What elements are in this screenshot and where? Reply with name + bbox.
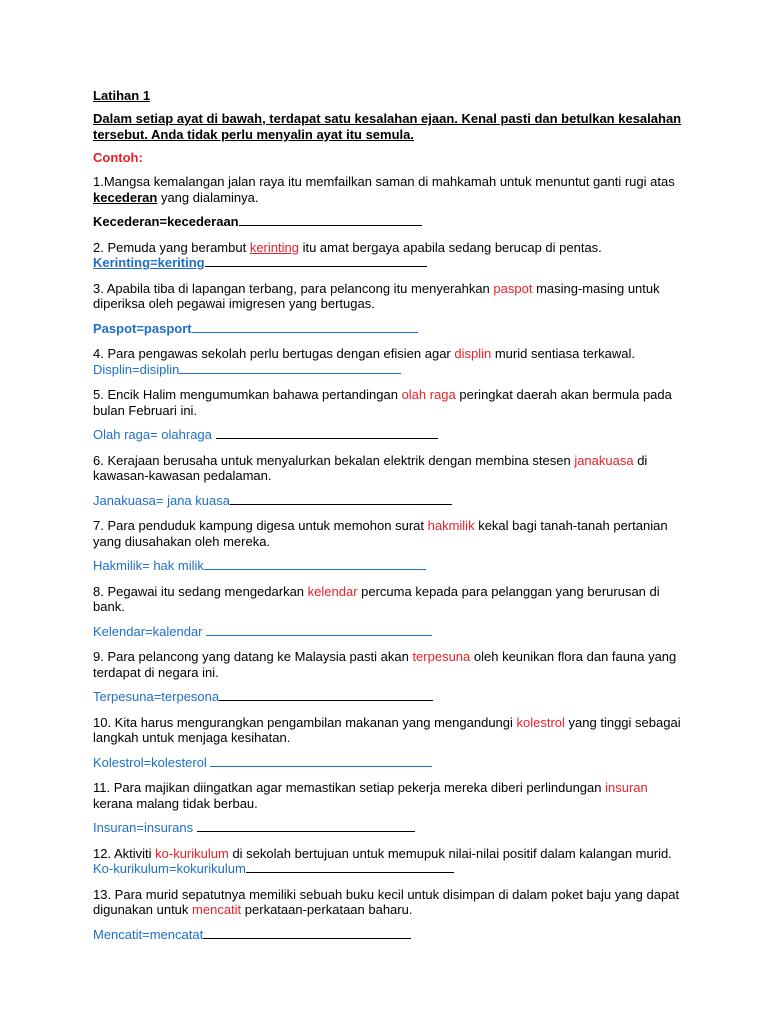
worksheet-title: Latihan 1 <box>93 88 151 103</box>
question-2: 2. Pemuda yang berambut kerinting itu amat bergaya apabila sedang berucap di pentas. <box>93 239 602 255</box>
question-10: 10. Kita harus mengurangkan pengambilan makanan yang mengandungi kolestrol yang tinggi sebagai langkah untuk menjaga kesihatan. <box>93 714 681 745</box>
misspelled-word: kolestrol <box>516 714 565 730</box>
answer-8: Kelendar=kalendar <box>93 624 683 640</box>
question-13: 13. Para murid sepatutnya memiliki sebuah buku kecil untuk disimpan di dalam poket baju yang dapat digunakan untuk mencatit perkataan-perkataan baharu. <box>93 886 680 917</box>
example-answer: Kecederan=kecederaan <box>93 214 683 230</box>
answer-6: Janakuasa= jana kuasa <box>93 493 683 509</box>
question-11: 11. Para majikan diingatkan agar memastikan setiap pekerja mereka diberi perlindungan insuran kerana malang tidak berbau. <box>93 780 648 811</box>
misspelled-word: ko-kurikulum <box>155 845 229 861</box>
answer-9: Terpesuna=terpesona <box>93 689 683 705</box>
example-misspelled-word: kecederan <box>93 189 158 205</box>
answer-3: Paspot=pasport <box>93 321 683 337</box>
worksheet <box>93 88 683 942</box>
question-9: 9. Para pelancong yang datang ke Malaysia pasti akan terpesuna oleh keunikan flora dan fauna yang terdapat di negara ini. <box>93 649 677 680</box>
question-3: 3. Apabila tiba di lapangan terbang, para pelancong itu menyerahkan paspot masing-masing untuk diperiksa oleh pegawai imigresen yang bertugas. <box>93 280 660 311</box>
question-7: 7. Para penduduk kampung digesa untuk memohon surat hakmilik kekal bagi tanah-tanah pertanian yang diusahakan oleh mereka. <box>93 518 668 549</box>
answer-10: Kolestrol=kolesterol <box>93 755 683 771</box>
question-8: 8. Pegawai itu sedang mengedarkan kelendar percuma kepada para pelanggan yang berurusan di bank. <box>93 583 660 614</box>
example-question: 1.Mangsa kemalangan jalan raya itu memfailkan saman di mahkamah untuk menuntut ganti rugi atas kecederan yang dialaminya. <box>93 174 675 205</box>
answer-5: Olah raga= olahraga <box>93 427 683 443</box>
answer-4: Displin=disiplin <box>93 362 683 378</box>
misspelled-word: olah raga <box>401 387 456 402</box>
question-12: 12. Aktiviti ko-kurikulum di sekolah bertujuan untuk memupuk nilai-nilai positif dalam kalangan murid. <box>93 845 672 861</box>
answer-2: Kerinting=keriting <box>93 255 683 271</box>
question-6: 6. Kerajaan berusaha untuk menyalurkan bekalan elektrik dengan membina stesen janakuasa di kawasan-kawasan pedalaman. <box>93 452 648 483</box>
question-5: 5. Encik Halim mengumumkan bahawa pertandingan olah raga peringkat daerah akan bermula pada bulan Februari ini. <box>93 387 672 418</box>
example-label: Contoh: <box>93 150 143 165</box>
question-4: 4. Para pengawas sekolah perlu bertugas dengan efisien agar displin murid sentiasa terkawal. <box>93 346 635 361</box>
misspelled-word: insuran <box>605 780 648 795</box>
misspelled-word: paspot <box>493 280 533 296</box>
misspelled-word: kerinting <box>249 239 299 255</box>
misspelled-word: janakuasa <box>574 452 634 468</box>
misspelled-word: displin <box>454 346 492 361</box>
answer-7: Hakmilik= hak milik <box>93 558 683 574</box>
answer-11: Insuran=insurans <box>93 820 683 836</box>
misspelled-word: mencatit <box>192 902 242 917</box>
misspelled-word: kelendar <box>307 583 358 599</box>
misspelled-word: hakmilik <box>427 518 475 533</box>
misspelled-word: terpesuna <box>412 649 471 664</box>
instruction-text: Dalam setiap ayat di bawah, terdapat satu kesalahan ejaan. Kenal pasti dan betulkan kesalahan tersebut. Anda tidak perlu menyalin ayat itu semula. <box>93 111 682 142</box>
answer-12: Ko-kurikulum=kokurikulum <box>93 861 683 877</box>
answer-13: Mencatit=mencatat <box>93 927 683 943</box>
